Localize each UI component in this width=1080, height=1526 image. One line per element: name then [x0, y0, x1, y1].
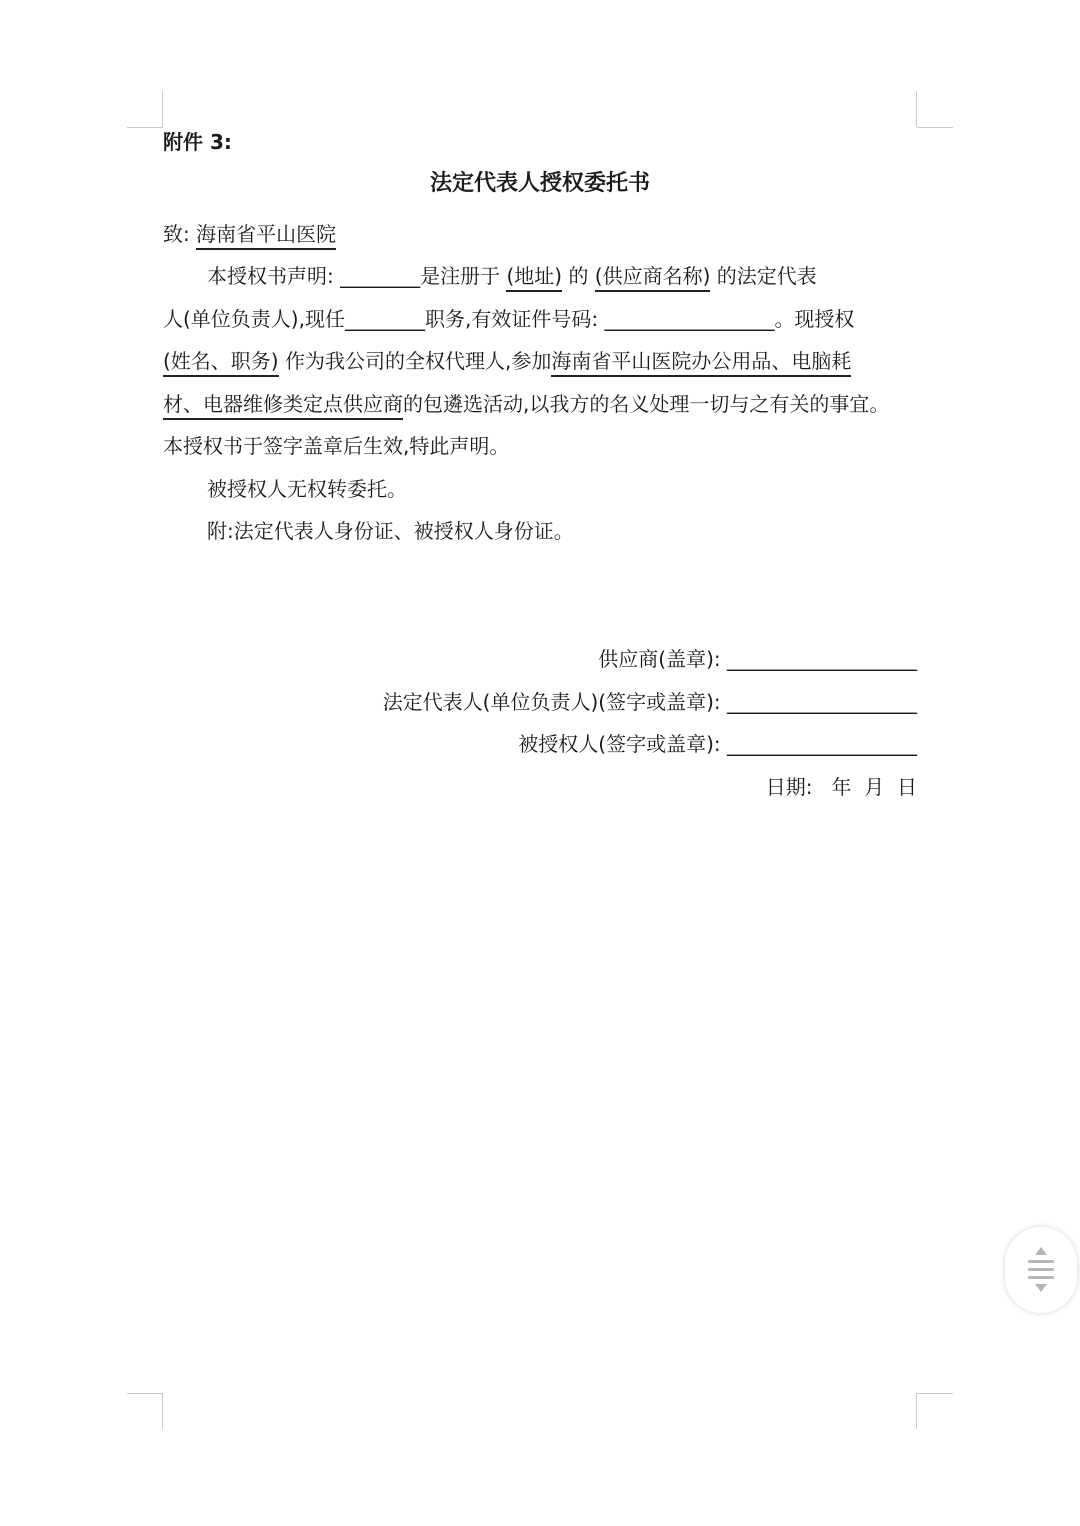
blank-position: ________: [344, 307, 425, 331]
declaration-text: 是注册于: [420, 264, 501, 288]
declaration-text: 本授权书声明:: [207, 264, 334, 288]
recipient-line: [163, 220, 336, 250]
declaration-text: 的包遴选活动,以我方的名义处理一切与之有关的事宜。: [403, 392, 890, 416]
attachment-label: 附件 3:: [163, 130, 232, 154]
signature-label: 被授权人(签字或盖章):: [518, 732, 721, 756]
recipient-name: 海南省平山医院: [196, 221, 336, 250]
declaration-line-3: [163, 347, 851, 377]
project-name-part-2: 材、电器维修类定点供应商: [163, 391, 403, 420]
crop-mark-bottom-right-h: [917, 1393, 953, 1394]
crop-mark-bottom-left-v: [162, 1393, 163, 1429]
declaration-line-4: [163, 390, 889, 420]
crop-mark-top-left-v: [162, 91, 163, 127]
crop-mark-bottom-left-h: [127, 1393, 163, 1394]
crop-mark-top-right-h: [917, 127, 953, 128]
page-scroll-handle[interactable]: [1005, 1227, 1077, 1313]
signature-label: 法定代表人(单位负责人)(签字或盖章):: [382, 690, 721, 714]
declaration-text: 人(单位负责人),现任: [163, 307, 345, 331]
signature-label: 供应商(盖章):: [598, 647, 721, 671]
signature-blank: ___________________: [727, 647, 917, 671]
agent-name-placeholder: (姓名、职务): [163, 348, 279, 377]
signature-agent: [518, 730, 917, 758]
blank-id-number: _________________: [604, 307, 775, 331]
recipient-prefix: 致:: [163, 222, 190, 246]
address-placeholder: (地址): [506, 263, 562, 292]
page-scroll-handle-icon: [1024, 1244, 1058, 1296]
appendix-note: 附:法定代表人身份证、被授权人身份证。: [207, 519, 574, 543]
project-name-part-1: 海南省平山医院办公用品、电脑耗: [551, 348, 851, 377]
declaration-text: 作为我公司的全权代理人,参加: [284, 349, 552, 373]
supplier-name-placeholder: (供应商名称): [595, 263, 711, 292]
crop-mark-top-right-v: [916, 91, 917, 127]
signature-blank: ___________________: [727, 690, 917, 714]
no-transfer-note: 被授权人无权转委托。: [207, 477, 407, 501]
declaration-text: 的法定代表: [716, 264, 817, 288]
document-title: 法定代表人授权委托书: [429, 171, 650, 196]
signature-blank: ___________________: [727, 732, 917, 756]
crop-mark-top-left-h: [127, 127, 163, 128]
crop-mark-bottom-right-v: [916, 1393, 917, 1429]
declaration-line-5: 本授权书于签字盖章后生效,特此声明。: [163, 434, 510, 458]
date-line: 日期: 年 月 日: [765, 775, 917, 799]
declaration-line-2: [163, 305, 854, 333]
signature-legal-rep: [383, 688, 917, 716]
declaration-text: 。现授权: [774, 307, 855, 331]
declaration-text: 职务,有效证件号码:: [424, 307, 599, 331]
declaration-line-1: [207, 262, 817, 292]
signature-supplier: [598, 645, 917, 673]
blank-legal-rep-name: ________: [340, 264, 421, 288]
declaration-text: 的: [568, 264, 589, 288]
